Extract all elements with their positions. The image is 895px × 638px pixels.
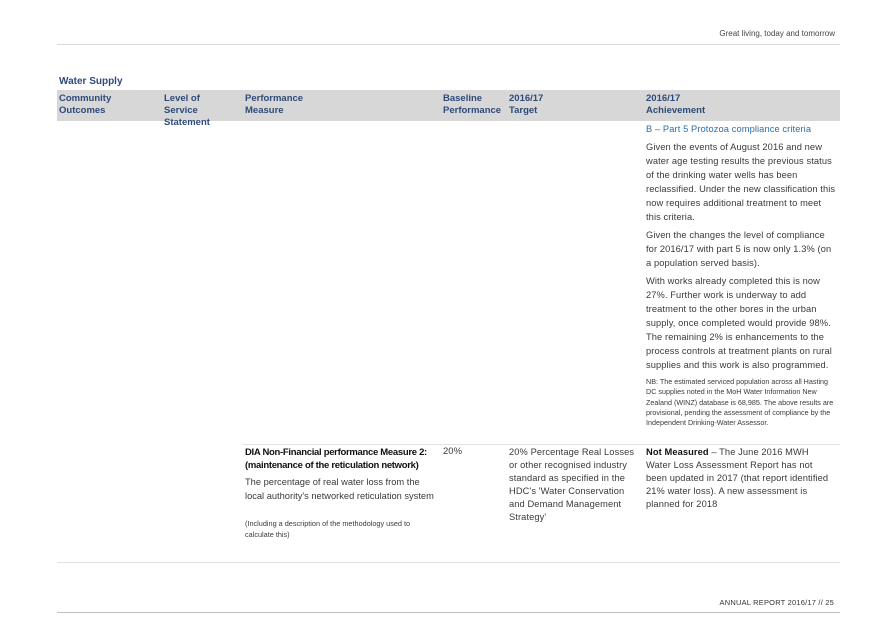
achievement-cell [646, 446, 836, 511]
header-target: 2016/17 Target [509, 93, 544, 116]
header-achievement: 2016/17 Achievement [646, 93, 706, 116]
table-header [57, 90, 840, 128]
achievement-paragraph-3: With works already completed this is now 27%. Further work is underway to add treatment to the other bores in the urban supply, once completed would provide 98%. The remaining 2% is enhancements to the process controls at treatment plants on rural supplies and this work is also programmed. [646, 276, 832, 370]
top-divider [57, 44, 840, 45]
achievement-note: NB: The estimated serviced population across all Hasting DC supplies noted in the MoH Water Information New Zealand (WINZ) database is 68,985. The above results are provisional, pending the assessment of compliance by the Independent Drinking-Water Assessor. [646, 377, 834, 428]
page-tagline: Great living, today and tomorrow [719, 29, 835, 38]
table-bottom-divider [57, 562, 840, 563]
achievement-detail: – The June 2016 MWH Water Loss Assessment Report has not been updated in 2017 (that report identified 21% water loss). A new assessment is planned for 2018 [646, 447, 829, 509]
achievement-paragraph-2: Given the changes the level of compliance for 2016/17 with part 5 is now only 1.3% (on a population served basis). [646, 230, 832, 268]
header-baseline-performance: Baseline Performance [443, 93, 502, 116]
header-community-outcomes: Community Outcomes [59, 93, 112, 116]
target-value: 20% Percentage Real Losses or other recognised industry standard as specified in the HDC's 'Water Conservation and Demand Management Strategy' [509, 447, 635, 522]
page-footer: ANNUAL REPORT 2016/17 // 25 [719, 598, 834, 607]
row-divider [242, 444, 840, 445]
measure-description: The percentage of real water loss from the local authority's networked reticulation system [245, 477, 434, 501]
achievement-status: Not Measured [646, 447, 709, 457]
achievement-paragraph-1: Given the events of August 2016 and new water age testing results the previous status of the drinking water wells has been reclassified. Under the new classification this now requires additional treatment to meet this criteria. [646, 142, 836, 222]
header-level-of-service: Level of Service Statement [164, 93, 210, 128]
measure-title: DIA Non-Financial performance Measure 2: (maintenance of the reticulation network) [245, 447, 427, 471]
header-performance-measure: Performance Measure [245, 93, 304, 116]
baseline-value: 20% [443, 446, 463, 457]
footer-divider [57, 612, 840, 613]
measure-note: (Including a description of the methodology used to calculate this) [245, 519, 411, 539]
section-title: Water Supply [59, 76, 123, 87]
criteria-heading: B – Part 5 Protozoa compliance criteria [646, 124, 812, 134]
